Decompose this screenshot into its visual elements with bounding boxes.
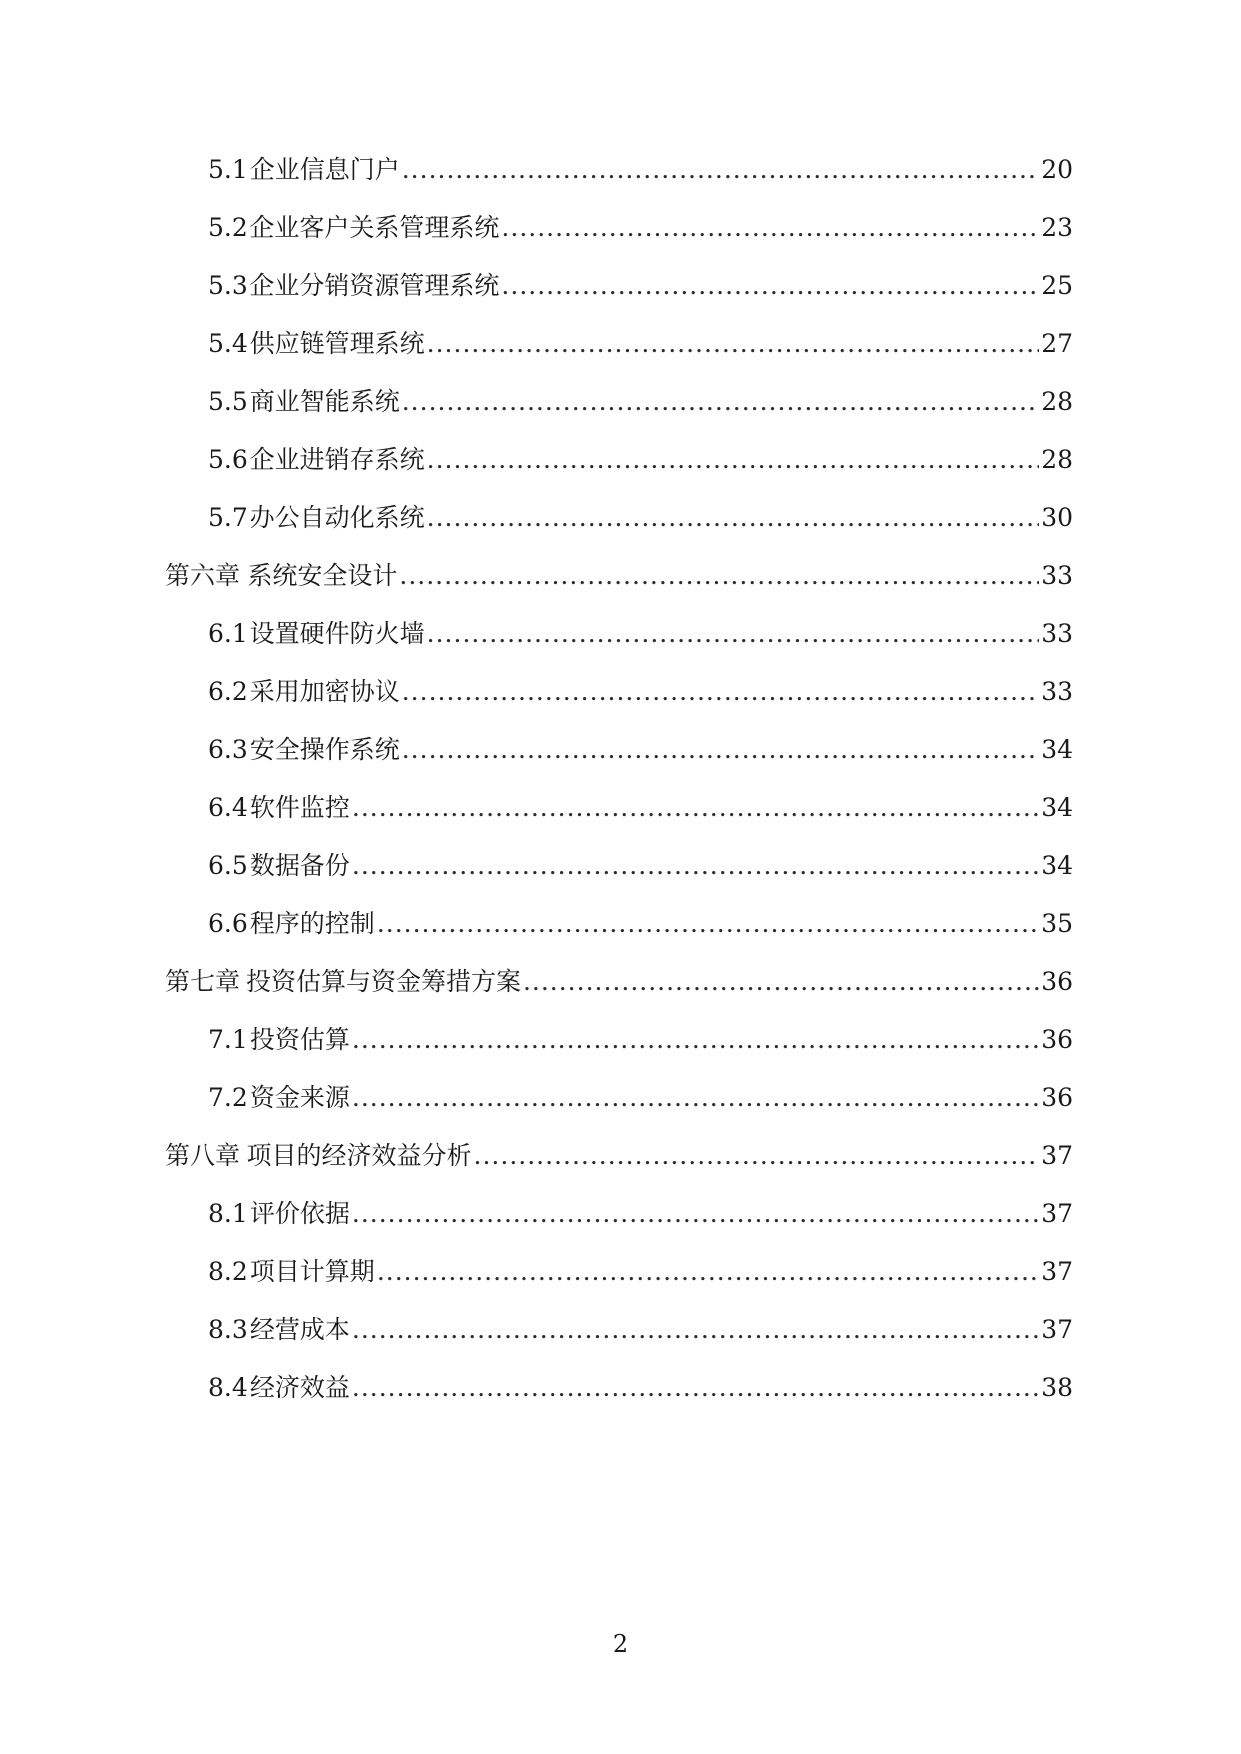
toc-entry-page: 30 bbox=[1041, 503, 1073, 532]
toc-entry[interactable] bbox=[208, 1194, 1073, 1234]
toc-entry[interactable] bbox=[208, 1368, 1073, 1408]
toc-entry-number: 6.3 bbox=[208, 735, 248, 764]
toc-entry-number: 5.1 bbox=[208, 155, 248, 184]
toc-entry[interactable] bbox=[208, 1252, 1073, 1292]
toc-entry-title: 投资估算 bbox=[249, 1025, 350, 1054]
dot-leader bbox=[352, 1310, 1039, 1350]
toc-entry-title: 商业智能系统 bbox=[249, 387, 400, 416]
toc-entry[interactable] bbox=[208, 1020, 1073, 1060]
toc-entry-number: 8.2 bbox=[208, 1257, 248, 1286]
toc-entry-page: 37 bbox=[1041, 1315, 1073, 1344]
toc-chapter-number: 第七章 bbox=[165, 967, 241, 996]
dot-leader bbox=[352, 846, 1039, 886]
toc-entry-title: 评价依据 bbox=[249, 1199, 350, 1228]
toc-entry-title: 供应链管理系统 bbox=[249, 329, 425, 358]
toc-entry-page: 28 bbox=[1041, 445, 1073, 474]
toc-entry-number: 8.1 bbox=[208, 1199, 248, 1228]
toc-entry-number: 6.6 bbox=[208, 909, 248, 938]
toc-entry-number: 7.1 bbox=[208, 1025, 248, 1054]
toc-entry-title: 经济效益 bbox=[249, 1373, 350, 1402]
dot-leader bbox=[352, 1020, 1039, 1060]
toc-entry[interactable] bbox=[208, 1310, 1073, 1350]
dot-leader bbox=[402, 730, 1039, 770]
dot-leader bbox=[352, 1078, 1039, 1118]
dot-leader bbox=[352, 788, 1039, 828]
toc-entry-page: 33 bbox=[1041, 677, 1073, 706]
dot-leader bbox=[352, 1368, 1039, 1408]
toc-entry-number: 6.1 bbox=[208, 619, 248, 648]
toc-entry-number: 5.6 bbox=[208, 445, 248, 474]
dot-leader bbox=[377, 1252, 1039, 1292]
toc-entry[interactable] bbox=[208, 266, 1073, 306]
toc-chapter-entry[interactable] bbox=[165, 1136, 1073, 1176]
dot-leader bbox=[501, 208, 1039, 248]
toc-entry-number: 6.5 bbox=[208, 851, 248, 880]
toc-entry-page: 37 bbox=[1041, 1141, 1073, 1170]
dot-leader bbox=[427, 614, 1040, 654]
dot-leader bbox=[501, 266, 1039, 306]
toc-entry[interactable] bbox=[208, 788, 1073, 828]
dot-leader bbox=[402, 150, 1039, 190]
toc-entry-page: 38 bbox=[1041, 1373, 1073, 1402]
toc-entry-title: 投资估算与资金筹措方案 bbox=[245, 967, 521, 996]
toc-entry[interactable] bbox=[208, 730, 1073, 770]
toc-entry-number: 7.2 bbox=[208, 1083, 248, 1112]
toc-entry-title: 项目的经济效益分析 bbox=[246, 1141, 472, 1170]
toc-entry-page: 25 bbox=[1041, 271, 1073, 300]
toc-entry-page: 33 bbox=[1041, 561, 1073, 590]
toc-chapter-entry[interactable] bbox=[165, 556, 1073, 596]
toc-entry-title: 数据备份 bbox=[249, 851, 350, 880]
dot-leader bbox=[352, 1194, 1039, 1234]
toc-entry-title: 系统安全设计 bbox=[247, 561, 398, 590]
toc-entry-title: 采用加密协议 bbox=[249, 677, 400, 706]
toc-entry-number: 5.5 bbox=[208, 387, 248, 416]
toc-entry-title: 项目计算期 bbox=[249, 1257, 375, 1286]
dot-leader bbox=[402, 672, 1039, 712]
toc-entry-title: 企业分销资源管理系统 bbox=[249, 271, 500, 300]
toc-entry-number: 5.3 bbox=[208, 271, 248, 300]
dot-leader bbox=[474, 1136, 1040, 1176]
toc-entry[interactable] bbox=[208, 498, 1073, 538]
toc-entry[interactable] bbox=[208, 440, 1073, 480]
toc-entry[interactable] bbox=[208, 904, 1073, 944]
toc-entry-number: 6.2 bbox=[208, 677, 248, 706]
toc-entry-title: 企业信息门户 bbox=[249, 155, 400, 184]
toc-entry-title: 经营成本 bbox=[249, 1315, 350, 1344]
toc-entry-number: 5.4 bbox=[208, 329, 248, 358]
toc-entry-page: 28 bbox=[1041, 387, 1073, 416]
toc-entry-page: 33 bbox=[1041, 619, 1073, 648]
toc-entry-title: 资金来源 bbox=[249, 1083, 350, 1112]
toc-entry-page: 36 bbox=[1041, 967, 1073, 996]
toc-entry-title: 企业进销存系统 bbox=[249, 445, 425, 474]
dot-leader bbox=[523, 962, 1039, 1002]
toc-entry-page: 34 bbox=[1041, 851, 1073, 880]
toc-entry[interactable] bbox=[208, 846, 1073, 886]
toc-entry-title: 软件监控 bbox=[249, 793, 350, 822]
toc-entry-title: 企业客户关系管理系统 bbox=[249, 213, 500, 242]
dot-leader bbox=[427, 498, 1040, 538]
page-number: 2 bbox=[612, 1630, 629, 1658]
toc-entry[interactable] bbox=[208, 1078, 1073, 1118]
toc-entry-number: 5.7 bbox=[208, 503, 248, 532]
toc-entry-title: 设置硬件防火墙 bbox=[249, 619, 425, 648]
toc-entry-number: 8.3 bbox=[208, 1315, 248, 1344]
toc-entry-page: 34 bbox=[1041, 735, 1073, 764]
toc-entry-page: 20 bbox=[1041, 155, 1073, 184]
toc-chapter-number: 第八章 bbox=[165, 1141, 241, 1170]
toc-entry-title: 程序的控制 bbox=[249, 909, 375, 938]
toc-entry[interactable] bbox=[208, 208, 1073, 248]
toc-entry-title: 安全操作系统 bbox=[249, 735, 400, 764]
toc-entry-page: 27 bbox=[1041, 329, 1073, 358]
toc-chapter-entry[interactable] bbox=[165, 962, 1073, 1002]
toc-entry-page: 37 bbox=[1041, 1199, 1073, 1228]
toc-chapter-number: 第六章 bbox=[165, 561, 241, 590]
dot-leader bbox=[377, 904, 1039, 944]
toc-entry[interactable] bbox=[208, 382, 1073, 422]
dot-leader bbox=[399, 556, 1039, 596]
toc-entry-page: 35 bbox=[1041, 909, 1073, 938]
toc-entry-title: 办公自动化系统 bbox=[249, 503, 425, 532]
dot-leader bbox=[427, 324, 1040, 364]
toc-entry-page: 36 bbox=[1041, 1083, 1073, 1112]
toc-entry-number: 6.4 bbox=[208, 793, 248, 822]
toc-entry[interactable] bbox=[208, 324, 1073, 364]
dot-leader bbox=[402, 382, 1039, 422]
toc-entry-number: 8.4 bbox=[208, 1373, 248, 1402]
toc-entry-page: 37 bbox=[1041, 1257, 1073, 1286]
toc-entry[interactable] bbox=[208, 672, 1073, 712]
dot-leader bbox=[427, 440, 1040, 480]
toc-entry-page: 23 bbox=[1041, 213, 1073, 242]
toc-entry-number: 5.2 bbox=[208, 213, 248, 242]
toc-entry-page: 34 bbox=[1041, 793, 1073, 822]
toc-entry-page: 36 bbox=[1041, 1025, 1073, 1054]
toc-entry[interactable] bbox=[208, 150, 1073, 190]
toc-entry[interactable] bbox=[208, 614, 1073, 654]
